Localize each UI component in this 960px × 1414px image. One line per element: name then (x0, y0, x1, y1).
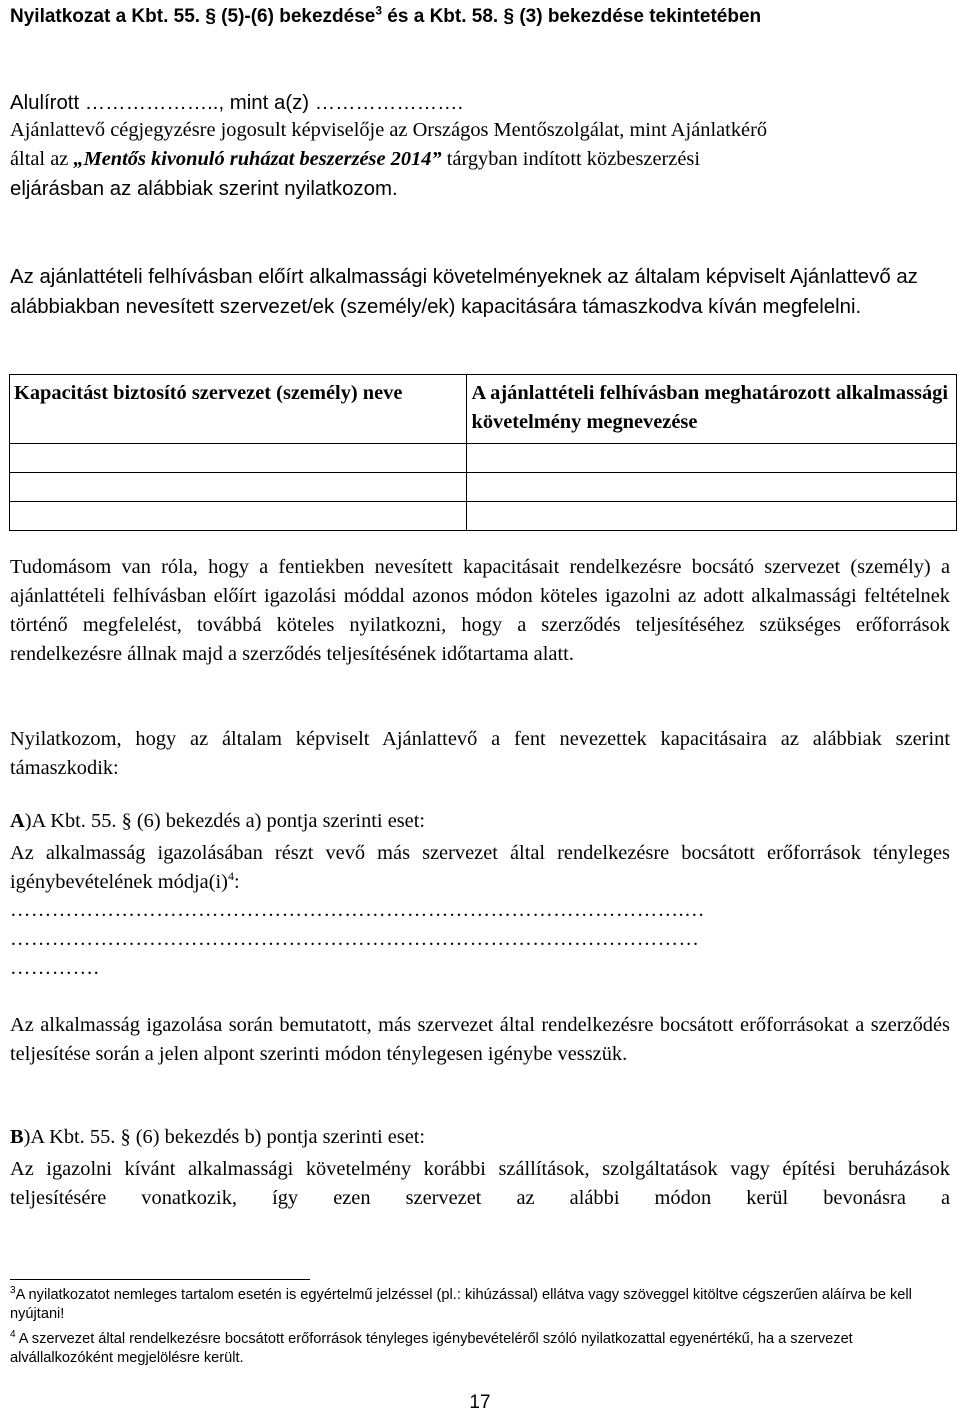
footnote-4-number: 4 (10, 1329, 16, 1341)
footnote-4-text: A szervezet által rendelkezésre bocsátott erőforrások tényleges igénybevételéről szóló nyilatkozattal egyenértékű, ha a szervezet alvállalkozóként megjelölésre került. (10, 1331, 853, 1366)
table-header-requirement: A ajánlattételi felhívásban meghatározott alkalmassági követelmény megnevezése (467, 375, 957, 444)
fill-in-line-3[interactable]: …………. (10, 957, 100, 979)
section-b-heading-text: )A Kbt. 55. § (6) bekezdés b) pontja szerinti eset: (23, 1126, 426, 1148)
table-cell[interactable] (467, 502, 957, 531)
intro-line-3-b: tárgyban indított közbeszerzési (441, 148, 701, 170)
intro-line-3-a: által az (10, 148, 74, 170)
table-row (10, 444, 957, 473)
title-text-a: Nyilatkozat a Kbt. 55. § (5)-(6) bekezdése (10, 6, 376, 27)
section-a-heading (10, 810, 425, 833)
footnote-3 (10, 1286, 945, 1324)
footnote-3-number: 3 (10, 1285, 16, 1297)
table-row (10, 473, 957, 502)
table-cell[interactable] (467, 444, 957, 473)
section-b-text: Az igazolni kívánt alkalmassági követelmény korábbi szállítások, szolgáltatások vagy építési beruházások teljesítésére vonatkozik, így ezen szervezet az alábbi módon kerül bevonásra a (10, 1158, 950, 1209)
title-text-b: és a Kbt. 58. § (3) bekezdése tekintetében (382, 6, 762, 27)
section-b-letter: B (10, 1126, 24, 1148)
paragraph-capacity: Az ajánlattételi felhívásban előírt alkalmassági követelményeknek az általam képviselt Ajánlattevő az alábbiakban nevesített szervezet/ek (személy/ek) kapacitására támaszkodva kíván megfelelni. (10, 266, 918, 318)
section-a-letter: A (10, 810, 25, 832)
table-row (10, 502, 957, 531)
section-a-text-a: Az alkalmasság igazolásában részt vevő más szervezet által rendelkezésre bocsátott erőforrások tényleges igénybevételének módja(i) (10, 842, 950, 893)
table-header-organization: Kapacitást biztosító szervezet (személy) neve (10, 375, 467, 444)
paragraph-declaration: Nyilatkozom, hogy az általam képviselt Ajánlattevő a fent nevezettek kapacitásaira az alábbiak szerint támaszkodik: (10, 728, 950, 779)
table-cell[interactable] (10, 444, 467, 473)
table-header-row (10, 375, 957, 444)
footnote-3-text: A nyilatkozatot nemleges tartalom esetén is egyértelmű jelzéssel (pl.: kihúzással) ellátva vagy szöveggel kitöltve cégszerűen aláírva be kell nyújtani! (10, 1287, 912, 1322)
section-a-footnote-ref: 4 (227, 869, 234, 884)
footnote-separator (10, 1279, 310, 1280)
table-cell[interactable] (10, 473, 467, 502)
intro-line-4: eljárásban az alábbiak szerint nyilatkozom. (10, 178, 398, 200)
paragraph-acknowledgement: Tudomásom van róla, hogy a fentiekben nevesített kapacitásait rendelkezésre bocsátó szervezet (személy) a ajánlattételi felhívásban előírt igazolási móddal azonos módon köteles igazolni az adott alkalmassági feltételnek történő megfelelést, továbbá köteles nyilatkozni, hogy a szerződés teljesítéséhez szükséges erőforrások rendelkezésre állnak majd a szerződés teljesítésének időtartama alatt. (10, 556, 950, 665)
paragraph-resources: Az alkalmasság igazolása során bemutatott, más szervezet által rendelkezésre bocsátott erőforrásokat a szerződés teljesítése során a jelen alpont szerinti módon ténylegesen igénybe vesszük. (10, 1014, 950, 1065)
fill-in-line-1[interactable]: …………………………………………………………………………………….… (10, 899, 705, 921)
table-cell[interactable] (10, 502, 467, 531)
section-b-heading (10, 1126, 425, 1149)
intro-line-2: Ajánlattevő cégjegyzésre jogosult képviselője az Országos Mentőszolgálat, mint Ajánlatkérő (10, 119, 768, 141)
section-a-heading-text: )A Kbt. 55. § (6) bekezdés a) pontja szerinti eset: (24, 810, 426, 832)
page-number: 17 (469, 1392, 491, 1413)
capacity-table (9, 374, 957, 531)
tender-subject: „Mentős kivonuló ruházat beszerzése 2014” (73, 148, 442, 170)
fill-in-line-2[interactable]: ……………………………………………………………………………………… (10, 928, 700, 950)
table-cell[interactable] (467, 473, 957, 502)
title-footnote-ref: 3 (375, 3, 383, 18)
section-a-text (10, 839, 950, 897)
section-a-text-b: : (233, 871, 240, 893)
footnote-4 (10, 1330, 945, 1368)
document-title (10, 3, 762, 28)
intro-line-3 (10, 148, 700, 171)
intro-line-1: Alulírott ……………….., mint a(z) …………………. (10, 92, 464, 114)
